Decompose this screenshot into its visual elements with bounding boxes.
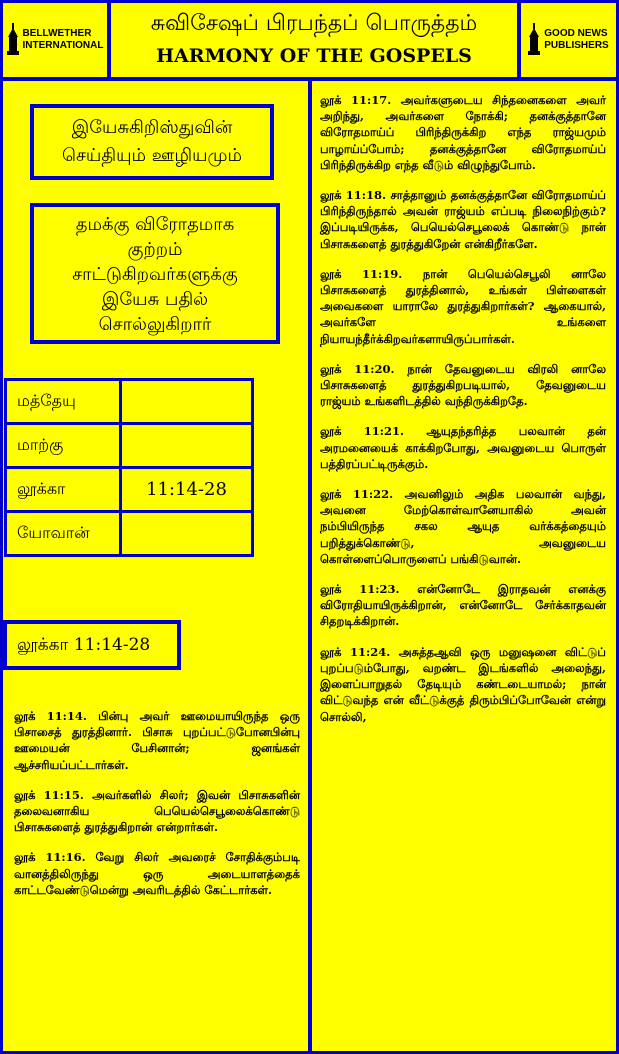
ref-matthew xyxy=(121,380,253,424)
verse-11-20: லூக் 11:20. நான் தேவனுடைய விரலி னாலே பிசாசுகளைத் துரத்துகிறபடியால், தேவனுடைய ராஜ்யம் உங்களிடத்தில் வந்திருக்கிறதே. xyxy=(320,361,606,409)
verse-11-21: லூக் 11:21. ஆயுதந்தரித்த பலவான் தன் அரமனையைக் காக்கிறபோது, அவனுடைய பொருள் பத்திரப்பட்டிருக்கும். xyxy=(320,424,606,471)
logo-line-1: BELLWETHER xyxy=(22,28,92,39)
passage-heading: லூக்கா 11:14-28 xyxy=(17,635,151,655)
good-news-mark-icon xyxy=(528,23,540,57)
verse-11-15: லூக் 11:15. அவர்களில் சிலர்; இவன் பிசாசுகளின் தலைவனாகிய பெயெல்செபூலைக்கொண்டு பிசாசுகளைத் துரத்துகிறான் என்றார்கள். xyxy=(14,787,300,835)
book-john: யோவான் xyxy=(6,512,121,556)
ref-mark xyxy=(121,424,253,468)
bellwether-logo xyxy=(3,3,107,77)
logo-line-2: INTERNATIONAL xyxy=(22,40,104,51)
logo-line-1: GOOD NEWS xyxy=(544,28,608,39)
verse-11-24: லூக் 11:24. அசுத்தஆவி ஒரு மனுஷனை விட்டுப் புறப்படும்போது, வறண்ட இடங்களில் அலைந்து, இளைப்பாறுதல் தேடியும் கண்டடையாமல்; நான் விட்டுவந்த என் வீட்டுக்குத் திரும்பிப்போவேன் என்று சொல்லி, xyxy=(320,644,606,724)
topic-title-box xyxy=(30,203,280,344)
table-row xyxy=(6,424,253,468)
verse-11-14: லூக் 11:14. பின்பு அவர் ஊமையாயிருந்த ஒரு பிசாசைத் துரத்தினார். பிசாசு புறப்பட்டுபோனபின்பு ஊமையன் பேசினான்; ஜனங்கள் ஆச்சரியப்பட்டார்கள். xyxy=(14,709,300,772)
ref-luke: 11:14-28 xyxy=(121,468,253,512)
right-verses xyxy=(320,92,606,739)
reference-table xyxy=(4,378,254,557)
verse-11-19: லூக் 11:19. நான் பெயெல்செபூலி னாலே பிசாசுகளைத் துரத்தினால், உங்கள் பிள்ளைகள் அவைகளை யாராலே துரத்துகிறார்கள்? ஆகையால், அவர்களே உங்களை நியாயந்தீர்க்கிறவர்களாயிருப்பார்கள். xyxy=(320,266,606,346)
logo-line-2: PUBLISHERS xyxy=(544,40,609,51)
good-news-logo xyxy=(521,3,616,77)
verse-11-16: லூக் 11:16. வேறு சிலர் அவரைச் சோதிக்கும்படி வானத்திலிருந்து ஒரு அடையாளத்தைக் காட்டவேண்டுமென்று அவரிடத்தில் கேட்டார்கள். xyxy=(14,850,300,897)
right-column xyxy=(312,81,616,1051)
bellwether-mark-icon xyxy=(7,23,19,57)
title-tamil: சுவிசேஷப் பிரபந்தப் பொருத்தம் xyxy=(150,11,478,36)
left-verses xyxy=(14,708,300,912)
title-banner xyxy=(111,3,517,77)
ref-john xyxy=(121,512,253,556)
table-row xyxy=(6,468,253,512)
book-luke: லூக்கா xyxy=(6,468,121,512)
title-english: HARMONY OF THE GOSPELS xyxy=(156,45,472,67)
verse-11-23: லூக் 11:23. என்னோடே இராதவன் எனக்கு விரோதியாயிருக்கிறான், என்னோடே சேர்க்காதவன் சிதறடிக்கிறான். xyxy=(320,582,606,629)
verse-11-17: லூக் 11:17. அவர்களுடைய சிந்தனைகளை அவர் அறிந்து, அவர்களை நோக்கி; தனக்குத்தானே விரோதமாய்ப் பிரிந்திருக்கிற எந்த ராஜ்யமும் பாழாய்ப்போம்; தனக்குத்தானே விரோதமாய்ப் பிரிந்திருக்கிற எந்த வீடும் விழுந்துபோம். xyxy=(320,93,606,172)
topic-title: தமக்கு விரோதமாக குற்றம் சாட்டுகிறவர்களுக்கு இயேசு பதில் சொல்லுகிறார் xyxy=(72,214,238,335)
book-mark: மாற்கு xyxy=(6,424,121,468)
verse-11-18: லூக் 11:18. சாத்தானும் தனக்குத்தானே விரோதமாய்ப் பிரிந்திருந்தால் அவன் ராஜ்யம் எப்படி நிலைநிற்கும்? இப்படியிருக்க, பெயெல்செபூலைக் கொண்டு நான் பிசாசுகளைத் துரத்துகிறேன் என்கிறீர்களே. xyxy=(320,188,606,251)
section-title: இயேசுகிறிஸ்துவின் செய்தியும் ஊழியமும் xyxy=(61,117,243,166)
table-row xyxy=(6,380,253,424)
book-matthew: மத்தேயு xyxy=(6,380,121,424)
passage-heading-box xyxy=(3,620,181,670)
table-row xyxy=(6,512,253,556)
section-title-box xyxy=(30,104,274,180)
verse-11-22: லூக் 11:22. அவனிலும் அதிக பலவான் வந்து, அவனை மேற்கொள்வானேயாகில் அவன் நம்பியிருந்த சகல ஆயுத வர்க்கத்தையும் பறித்துக்கொண்டு, அவனுடைய கொள்ளைப்பொருளைப் பங்கிடுவான். xyxy=(320,487,606,566)
